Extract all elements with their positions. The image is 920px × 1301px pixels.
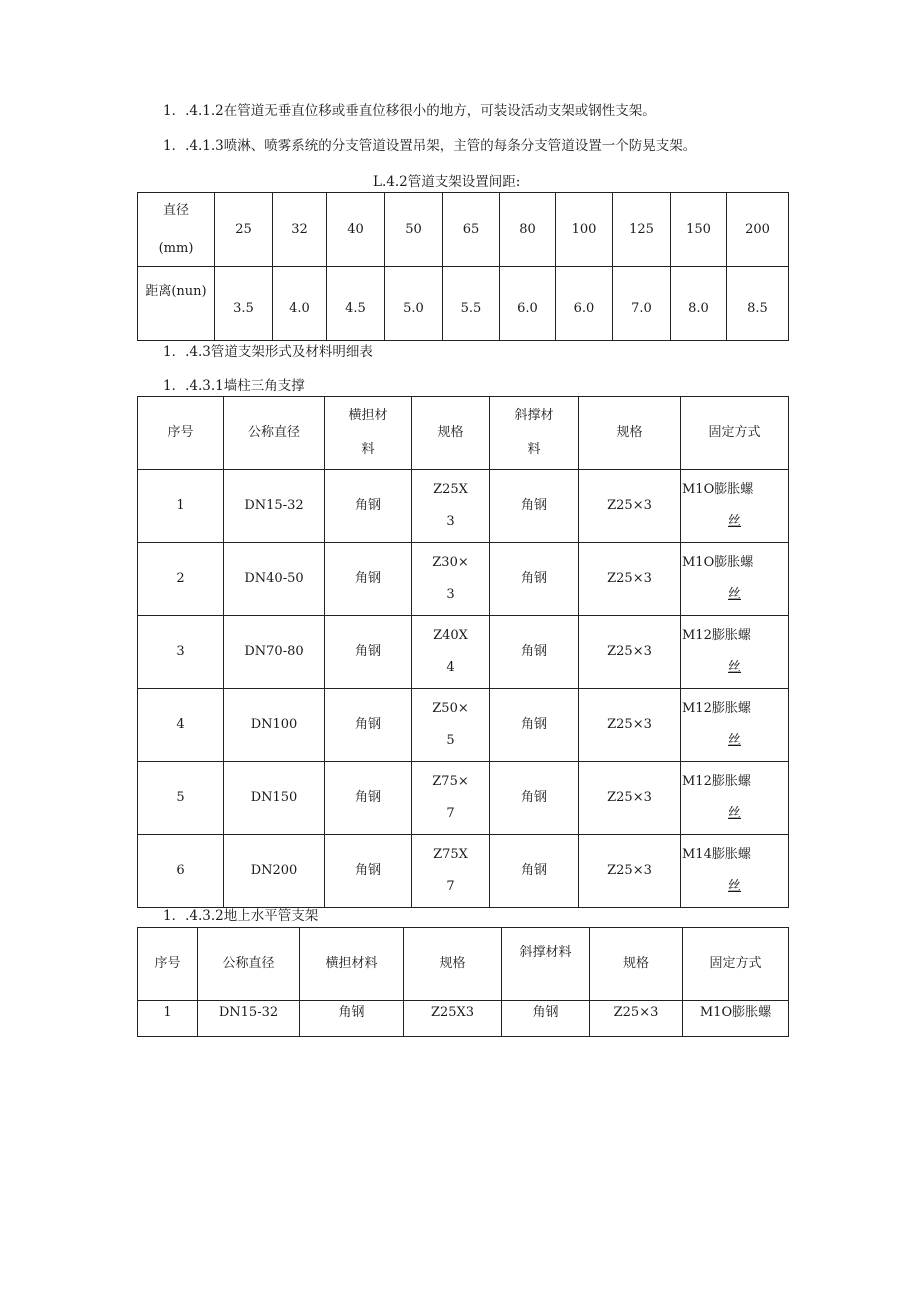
- header-brace-material: 斜撑材料: [502, 928, 590, 1001]
- diameter-label: 直径: [162, 202, 189, 218]
- table-row: [138, 835, 789, 908]
- diameter-cell: 25: [215, 193, 273, 267]
- row-dn: DN150: [224, 762, 325, 835]
- wall-bracket-table: [137, 396, 789, 908]
- row-spec: Z25X3: [404, 1001, 502, 1037]
- row-fix: [681, 762, 789, 835]
- row-crossbar: 角钢: [300, 1001, 404, 1037]
- row-index: 4: [138, 689, 224, 762]
- row-brace: 角钢: [490, 835, 579, 908]
- row-brace: 角钢: [490, 616, 579, 689]
- row-brace-spec: Z25×3: [579, 616, 681, 689]
- paragraph-1-4-1-2: 1．.4.1.2在管道无垂直位移或垂直位移很小的地方，可装设活动支架或钢性支架。: [163, 103, 656, 119]
- table-row: [138, 543, 789, 616]
- row-fix-line1: M12膨胀螺: [682, 628, 751, 643]
- row-brace-spec: Z25×3: [579, 762, 681, 835]
- row-fix-line1: M12膨胀螺: [682, 701, 751, 716]
- row-fix-line1: M12膨胀螺: [682, 774, 751, 789]
- row-fix: [681, 543, 789, 616]
- row-index: 5: [138, 762, 224, 835]
- row-spec-line1: Z50×: [432, 701, 469, 716]
- row-brace: 角钢: [490, 762, 579, 835]
- row-fix-line2: 丝: [727, 587, 741, 602]
- row-brace-spec: Z25×3: [590, 1001, 683, 1037]
- header-index: 序号: [138, 928, 198, 1001]
- diameter-cell: 100: [556, 193, 613, 267]
- row-fix-line1: M1O膨胀螺: [682, 482, 754, 497]
- row-fix-line2: 丝: [727, 660, 741, 675]
- row-spec: [412, 835, 490, 908]
- row-spec-line1: Z40X: [433, 628, 468, 643]
- header-brace-spec: 规格: [579, 397, 681, 470]
- row-spec: [412, 470, 490, 543]
- paragraph-1-4-1-3: 1．.4.1.3喷淋、喷雾系统的分支管道设置吊架，主管的每条分支管道设置一个防晃支架。: [163, 138, 697, 154]
- row-fix-line1: M1O膨胀螺: [682, 555, 754, 570]
- row-brace-spec: Z25×3: [579, 689, 681, 762]
- header-brace-line1: 斜撑材: [514, 408, 554, 423]
- header-index: 序号: [138, 397, 224, 470]
- row-spec: [412, 543, 490, 616]
- ground-bracket-table: [137, 927, 789, 1037]
- row-crossbar: 角钢: [325, 835, 412, 908]
- diameter-cell: 80: [500, 193, 556, 267]
- header-fixing-method: 固定方式: [683, 928, 789, 1001]
- row-spec-line2: 3: [446, 587, 455, 602]
- diameter-cell: 125: [613, 193, 671, 267]
- distance-cell: 6.0: [500, 267, 556, 341]
- row-brace: 角钢: [490, 470, 579, 543]
- row-spec-line2: 7: [446, 806, 455, 821]
- ground-header-row: [138, 928, 789, 1001]
- distance-cell: 4.0: [273, 267, 327, 341]
- diameter-cell: 40: [327, 193, 385, 267]
- header-crossbar-line2: 料: [361, 442, 375, 457]
- diameter-cell: 150: [671, 193, 727, 267]
- row-spec: [412, 762, 490, 835]
- row-fix: M1O膨胀螺: [683, 1001, 789, 1037]
- row-spec: [412, 616, 490, 689]
- row-spec-line2: 4: [446, 660, 455, 675]
- distance-cell: 4.5: [327, 267, 385, 341]
- table-row: [138, 1001, 789, 1037]
- row-brace-spec: Z25×3: [579, 543, 681, 616]
- heading-1-4-3-1: 1．.4.3.1墙柱三角支撑: [163, 378, 305, 394]
- diameter-unit: (mm): [158, 240, 194, 256]
- row-fix-line2: 丝: [727, 514, 741, 529]
- header-spec: 规格: [404, 928, 502, 1001]
- row-fix-line1: M14膨胀螺: [682, 847, 751, 862]
- row-brace: 角钢: [490, 689, 579, 762]
- row-fix-line2: 丝: [727, 879, 741, 894]
- row-spec-line2: 3: [446, 514, 455, 529]
- row-index: 6: [138, 835, 224, 908]
- row-fix: [681, 470, 789, 543]
- distance-cell: 6.0: [556, 267, 613, 341]
- distance-cell: 7.0: [613, 267, 671, 341]
- diameter-cell: 200: [727, 193, 789, 267]
- spacing-table: [137, 192, 789, 341]
- header-crossbar-material: 横担材料: [300, 928, 404, 1001]
- row-brace: 角钢: [502, 1001, 590, 1037]
- distance-cell: 3.5: [215, 267, 273, 341]
- wall-header-row: [138, 397, 789, 470]
- header-brace-material: [490, 397, 579, 470]
- row-index: 1: [138, 470, 224, 543]
- header-crossbar-line1: 横担材: [348, 408, 388, 423]
- row-spec-line2: 7: [446, 879, 455, 894]
- spacing-table-caption: L.4.2管道支架设置间距:: [373, 174, 521, 190]
- distance-label-cell: 距离(nun): [138, 267, 215, 341]
- row-crossbar: 角钢: [325, 616, 412, 689]
- row-index: 2: [138, 543, 224, 616]
- row-dn: DN100: [224, 689, 325, 762]
- row-spec-line1: Z75X: [433, 847, 468, 862]
- header-fixing-method: 固定方式: [681, 397, 789, 470]
- header-nominal-diameter: 公称直径: [198, 928, 300, 1001]
- row-crossbar: 角钢: [325, 689, 412, 762]
- row-brace: 角钢: [490, 543, 579, 616]
- header-spec: 规格: [412, 397, 490, 470]
- row-spec: [412, 689, 490, 762]
- row-crossbar: 角钢: [325, 470, 412, 543]
- distance-cell: 5.0: [385, 267, 443, 341]
- row-crossbar: 角钢: [325, 543, 412, 616]
- header-brace-spec: 规格: [590, 928, 683, 1001]
- row-fix: [681, 689, 789, 762]
- row-index: 3: [138, 616, 224, 689]
- row-spec-line2: 5: [446, 733, 455, 748]
- row-dn: DN40-50: [224, 543, 325, 616]
- row-dn: DN70-80: [224, 616, 325, 689]
- diameter-cell: 32: [273, 193, 327, 267]
- table-row: [138, 470, 789, 543]
- spacing-distance-row: [138, 267, 789, 341]
- diameter-cell: 65: [443, 193, 500, 267]
- row-crossbar: 角钢: [325, 762, 412, 835]
- row-dn: DN200: [224, 835, 325, 908]
- distance-cell: 8.0: [671, 267, 727, 341]
- row-dn: DN15-32: [224, 470, 325, 543]
- row-brace-spec: Z25×3: [579, 470, 681, 543]
- row-fix-line2: 丝: [727, 806, 741, 821]
- table-row: [138, 616, 789, 689]
- distance-cell: 5.5: [443, 267, 500, 341]
- header-nominal-diameter: 公称直径: [224, 397, 325, 470]
- header-brace-line2: 料: [527, 442, 541, 457]
- row-index: 1: [138, 1001, 198, 1037]
- row-brace-spec: Z25×3: [579, 835, 681, 908]
- spacing-diameter-row: [138, 193, 789, 267]
- table-row: [138, 689, 789, 762]
- heading-1-4-3: 1．.4.3管道支架形式及材料明细表: [163, 344, 373, 360]
- row-fix-line2: 丝: [727, 733, 741, 748]
- row-fix: [681, 835, 789, 908]
- distance-cell: 8.5: [727, 267, 789, 341]
- diameter-cell: 50: [385, 193, 443, 267]
- row-spec-line1: Z75×: [432, 774, 469, 789]
- header-crossbar-material: [325, 397, 412, 470]
- heading-1-4-3-2: 1．.4.3.2地上水平管支架: [163, 908, 319, 924]
- row-spec-line1: Z30×: [432, 555, 469, 570]
- row-spec-line1: Z25X: [433, 482, 468, 497]
- row-dn: DN15-32: [198, 1001, 300, 1037]
- diameter-label-cell: [138, 193, 215, 267]
- row-fix: [681, 616, 789, 689]
- table-row: [138, 762, 789, 835]
